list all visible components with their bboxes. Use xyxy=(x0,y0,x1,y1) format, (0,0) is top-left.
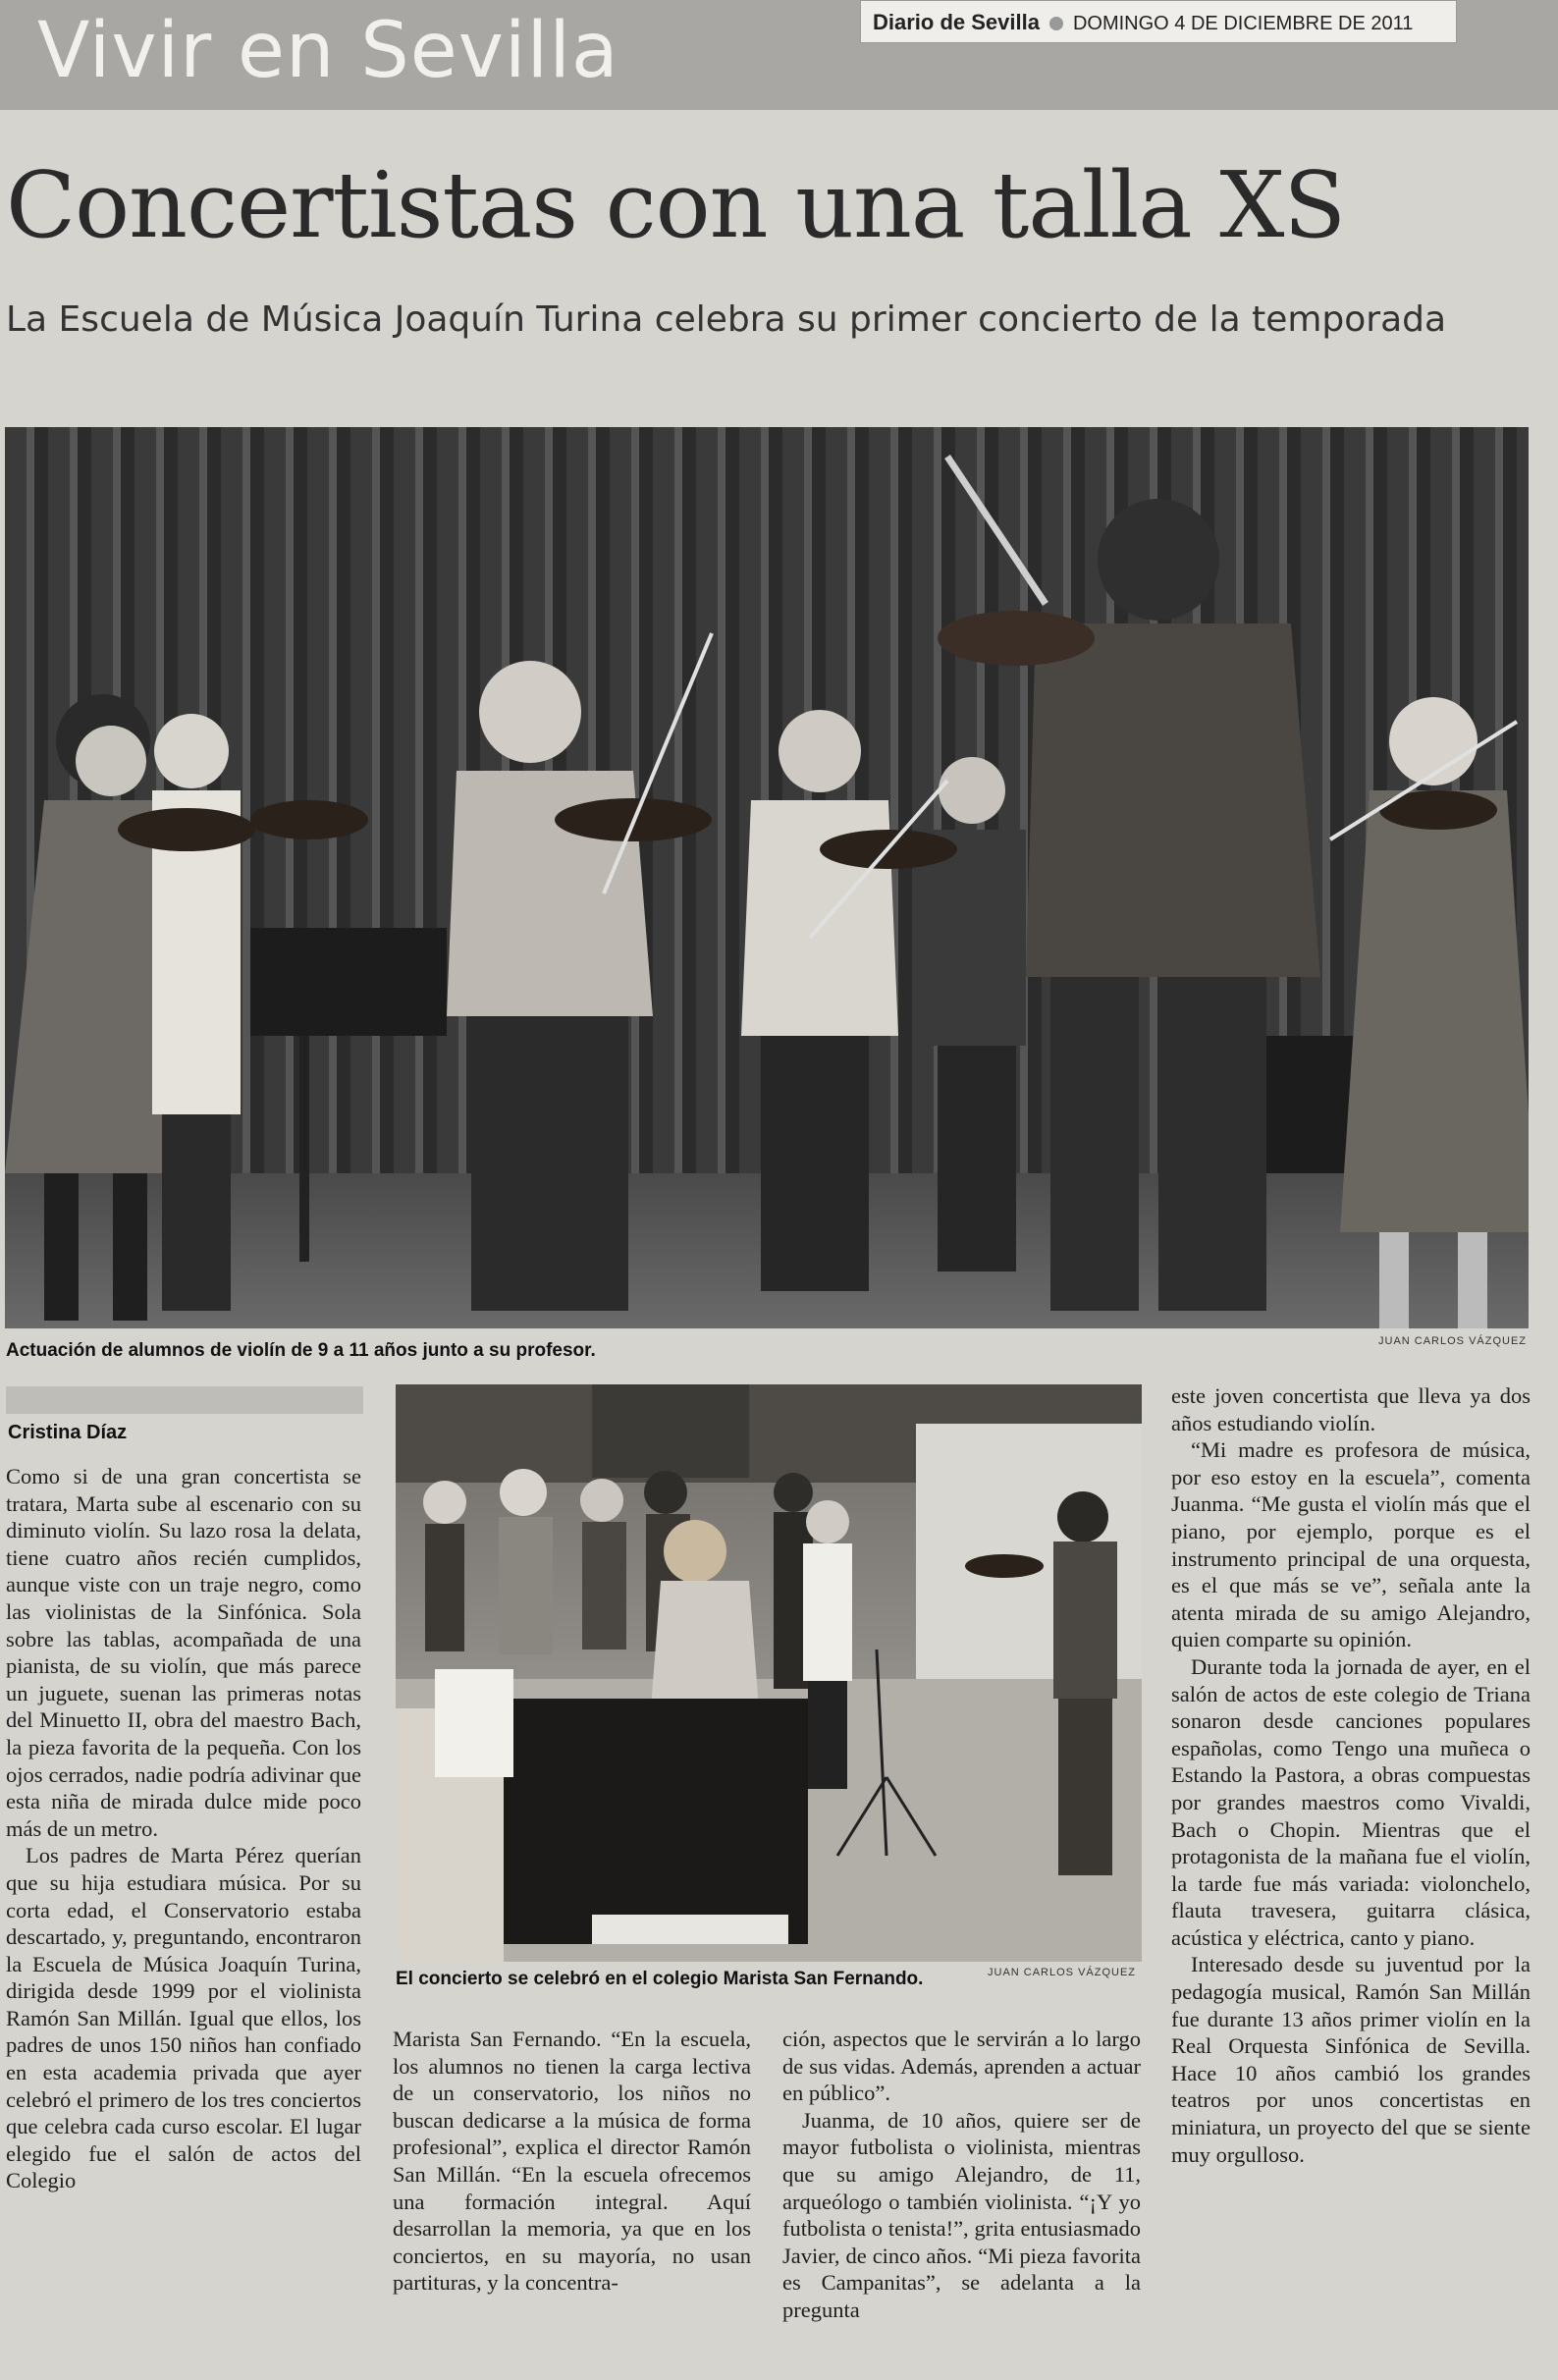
concert-photo-main xyxy=(5,427,1529,1328)
bullet-dot-icon xyxy=(1049,17,1063,30)
paragraph: Interesado desde su juventud por la pedagogía musical, Ramón San Millán fue durante 13 años primer violín en la Real Orquesta Sinfónica de Sevilla. Hace 10 años cambió los grandes teatros por unos concertistas en miniatura, un proyecto del que se siente muy orgulloso. xyxy=(1171,1952,1531,2167)
paragraph: Como si de una gran concertista se tratara, Marta sube al escenario con su diminuto violín. Su lazo rosa la delata, tiene cuatro años recién cumplidos, aunque viste con un traje negro, como las violinistas de la Sinfónica. Sola sobre las tablas, acompañada de una pianista, de su violín, que más parece un juguete, suenan las primeras notas del Minuetto II, obra del maestro Bach, la pieza favorita de la pequeña. Con los ojos cerrados, nadie podría adivinar que esta niña de mirada dulce mide poco más de un metro. xyxy=(6,1464,361,1841)
paragraph: Los padres de Marta Pérez querían que su hija estudiara música. Por su corta edad, el Conservatorio estaba descartado, y, preguntando, encontraron la Escuela de Música Joaquín Turina, dirigida desde 1999 por el violinista Ramón San Millán. Igual que ellos, los padres de unos 150 niños han confiado en esta academia privada que ayer celebró el primero de los tres conciertos que celebra cada curso escolar. El lugar elegido fue el salón de actos del Colegio xyxy=(6,1843,361,2193)
article-byline: Cristina Díaz xyxy=(8,1422,128,1443)
newspaper-name: Diario de Sevilla xyxy=(873,10,1040,34)
photo2-credit: JUAN CARLOS VÁZQUEZ xyxy=(988,1967,1137,1978)
article-headline: Concertistas con una talla XS xyxy=(6,152,1346,258)
school-hall-illustration xyxy=(396,1384,1142,1962)
article-column-1 xyxy=(6,1463,361,2194)
article-column-3 xyxy=(782,2026,1141,2324)
paragraph: Durante toda la jornada de ayer, en el salón de actos de este colegio de Triana sonaron desde canciones populares españolas, como Tengo una muñeca o Estando la Pastora, a obras compuestas por grandes maestros como Vivaldi, Bach o Chopin. Mientras que el protagonista de la mañana fue el violín, la tarde fue más variada: violonchelo, flauta travesera, guitarra clásica, acústica y eléctrica, canto y piano. xyxy=(1171,1653,1531,1950)
byline-bar xyxy=(6,1386,363,1414)
article-column-2 xyxy=(393,2026,751,2297)
paragraph: Marista San Fernando. “En la escuela, los alumnos no tienen la carga lectiva de un conservatorio, los niños no buscan dedicarse a la música de forma profesional”, explica el director Ramón San Millán. “En la escuela ofrecemos una formación integral. Aquí desarrollan la memoria, ya que en los conciertos, en su mayoría, no usan partituras, y la concentra- xyxy=(393,2027,751,2296)
paragraph: Juanma, de 10 años, quiere ser de mayor futbolista o violinista, mientras que su amigo Alejandro, de 11, arqueólogo o también violinista. “¡Y yo futbolista o tenista!”, grita entusiasmado Javier, de cinco años. “Mi pieza favorita es Campanitas”, se adelanta a la pregunta xyxy=(782,2107,1141,2322)
paragraph: este joven concertista que lleva ya dos años estudiando violín. xyxy=(1171,1383,1531,1435)
photo1-credit: JUAN CARLOS VÁZQUEZ xyxy=(1378,1335,1528,1347)
concert-photo-secondary xyxy=(396,1384,1142,1962)
photo2-caption: El concierto se celebró en el colegio Marista San Fernando. xyxy=(396,1969,924,1989)
violin-students-illustration xyxy=(5,427,1529,1328)
issue-date: DOMINGO 4 DE DICIEMBRE DE 2011 xyxy=(1072,13,1414,34)
masthead-dateline xyxy=(860,0,1457,43)
paragraph: “Mi madre es profesora de música, por eso estoy en la escuela”, comenta Juanma. “Me gusta el violín más que el piano, por ejemplo, porque es el instrumento principal de una orquesta, es el que más se ve”, señala ante la atenta mirada de su amigo Alejandro, quien comparte su opinión. xyxy=(1171,1437,1531,1652)
photo1-caption: Actuación de alumnos de violín de 9 a 11 años junto a su profesor. xyxy=(6,1340,596,1361)
section-title: Vivir en Sevilla xyxy=(37,7,619,95)
paragraph: ción, aspectos que le servirán a lo largo de sus vidas. Además, aprenden a actuar en público”. xyxy=(782,2027,1141,2106)
article-subheadline: La Escuela de Música Joaquín Turina celebra su primer concierto de la temporada xyxy=(6,299,1447,340)
article-column-4 xyxy=(1171,1382,1531,2168)
